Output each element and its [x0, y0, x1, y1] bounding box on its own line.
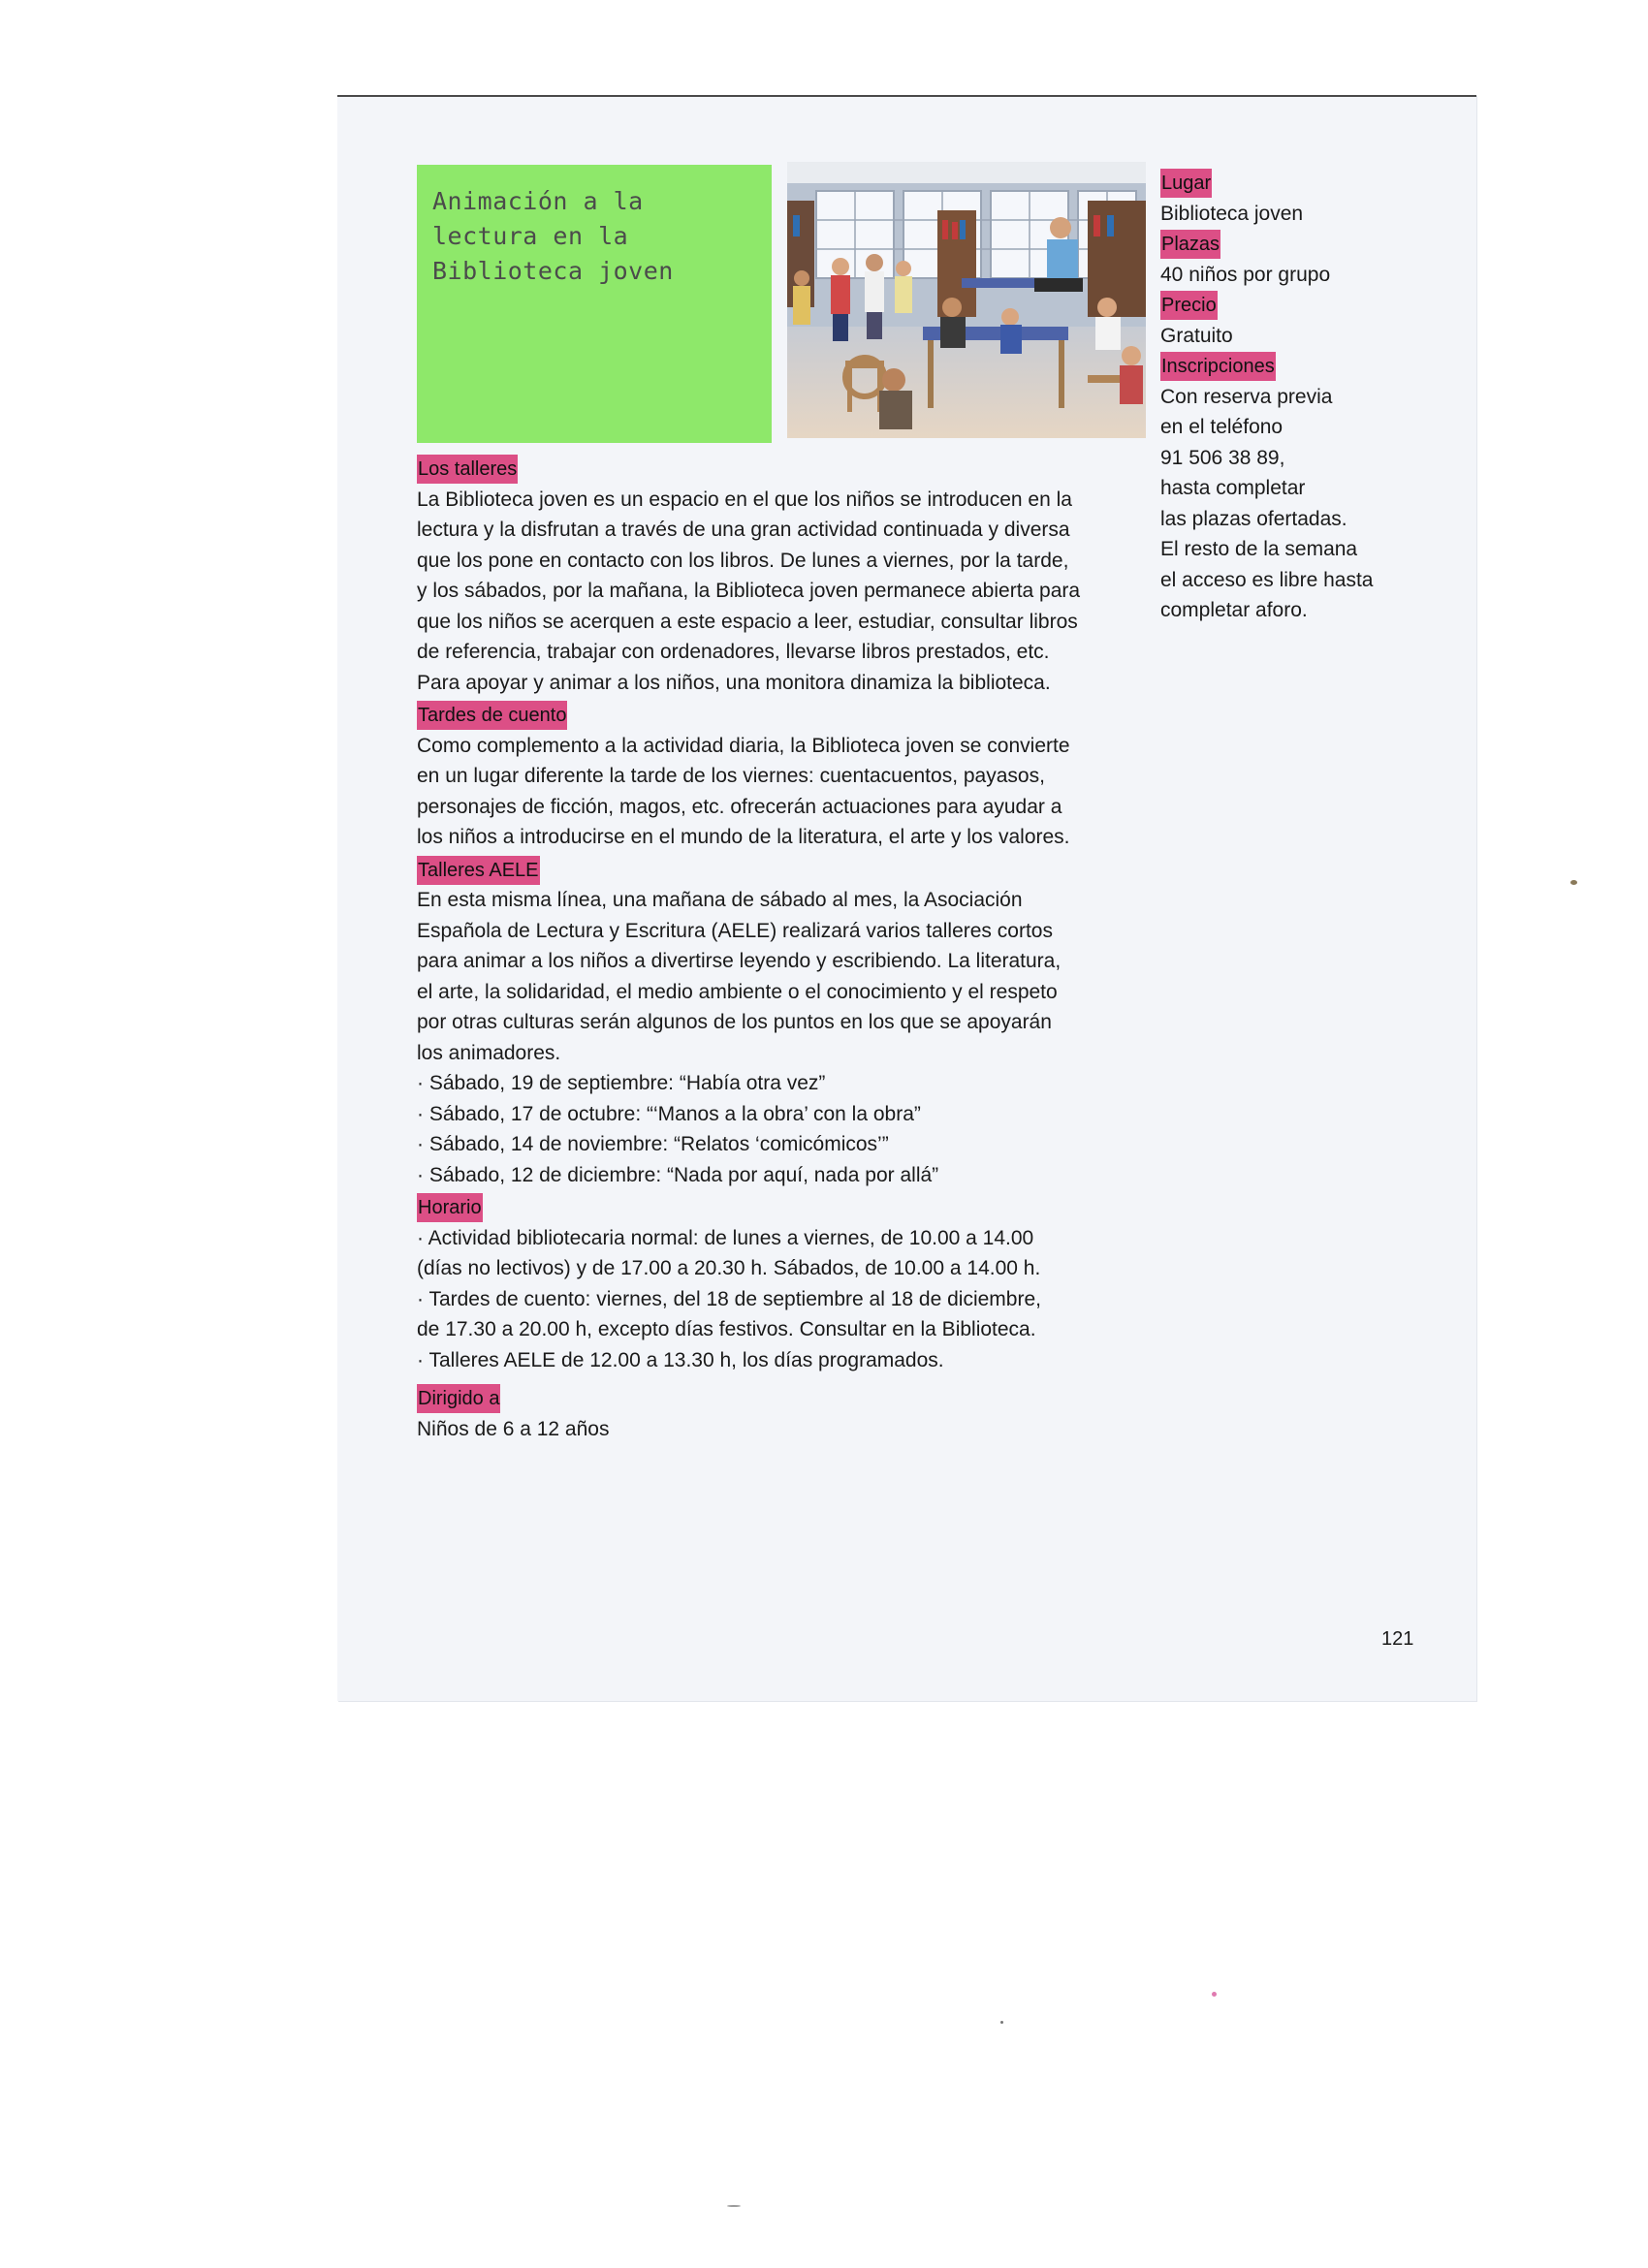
text-line: (días no lectivos) y de 17.00 a 20.30 h. Sábados, de 10.00 a 14.00 h.	[417, 1257, 1041, 1279]
list-item: · Sábado, 19 de septiembre: “Había otra vez”	[417, 1072, 826, 1094]
scan-speck	[1000, 2021, 1003, 2024]
list-item: · Actividad bibliotecaria normal: de lunes a viernes, de 10.00 a 14.00	[417, 1226, 1034, 1249]
text-line: por otras culturas serán algunos de los puntos en los que se apoyarán	[417, 1011, 1052, 1033]
scan-speck	[1570, 880, 1577, 885]
section-label: Tardes de cuento	[417, 701, 567, 730]
section-talleres-aele	[417, 855, 1149, 1191]
text-line: Niños de 6 a 12 años	[417, 1417, 610, 1440]
text-line: La Biblioteca joven es un espacio en el que los niños se introducen en la	[417, 488, 1072, 511]
scan-speck	[1212, 1992, 1217, 1997]
text-line: de 17.30 a 20.00 h, excepto días festivos. Consultar en la Biblioteca.	[417, 1318, 1036, 1340]
info-value: el acceso es libre hasta	[1160, 568, 1374, 591]
section-horario	[417, 1192, 1149, 1375]
text-line: Española de Lectura y Escritura (AELE) realizará varios talleres cortos	[417, 919, 1053, 942]
info-value: 40 niños por grupo	[1160, 263, 1331, 286]
text-line: los niños a introducirse en el mundo de la literatura, el arte y los valores.	[417, 826, 1070, 848]
info-value: completar aforo.	[1160, 599, 1308, 621]
list-item: · Talleres AELE de 12.00 a 13.30 h, los días programados.	[417, 1348, 944, 1371]
info-lugar	[1160, 168, 1451, 229]
text-line: de referencia, trabajar con ordenadores, llevarse libros prestados, etc.	[417, 641, 1050, 663]
info-label: Precio	[1160, 291, 1218, 320]
scan-speck	[727, 2205, 741, 2207]
text-line: para animar a los niños a divertirse leyendo y escribiendo. La literatura,	[417, 950, 1062, 972]
info-label: Lugar	[1160, 169, 1212, 198]
info-precio	[1160, 290, 1451, 351]
list-item: · Sábado, 17 de octubre: “‘Manos a la obra’ con la obra”	[417, 1102, 921, 1125]
info-value: Gratuito	[1160, 324, 1233, 347]
text-line: Para apoyar y animar a los niños, una monitora dinamiza la biblioteca.	[417, 671, 1051, 694]
info-value: en el teléfono	[1160, 416, 1284, 438]
text-line: personajes de ficción, magos, etc. ofrecerán actuaciones para ayudar a	[417, 795, 1062, 818]
info-inscripciones	[1160, 351, 1451, 626]
section-label: Dirigido a	[417, 1384, 500, 1413]
photo-illustration	[787, 162, 1146, 438]
section-tardes-de-cuento	[417, 700, 1149, 853]
library-children-photo	[787, 162, 1146, 438]
list-item: · Tardes de cuento: viernes, del 18 de septiembre al 18 de diciembre,	[417, 1287, 1041, 1310]
info-value: Biblioteca joven	[1160, 202, 1304, 225]
text-line: el arte, la solidaridad, el medio ambiente o el conocimiento y el respeto	[417, 980, 1058, 1003]
info-value: Con reserva previa	[1160, 385, 1333, 408]
info-plazas	[1160, 229, 1451, 290]
text-line: que los niños se acerquen a este espacio a leer, estudiar, consultar libros	[417, 610, 1078, 633]
text-line: Como complemento a la actividad diaria, la Biblioteca joven se convierte	[417, 734, 1070, 757]
text-line: los animadores.	[417, 1041, 561, 1064]
text-line: que los pone en contacto con los libros. De lunes a viernes, por la tarde,	[417, 549, 1069, 572]
info-label: Plazas	[1160, 230, 1220, 259]
info-value: las plazas ofertadas.	[1160, 507, 1347, 530]
text-line: lectura y la disfrutan a través de una gran actividad continuada y diversa	[417, 519, 1070, 541]
info-value: hasta completar	[1160, 477, 1306, 499]
section-label: Horario	[417, 1193, 483, 1222]
page-title: Animación a la lectura en la Biblioteca joven	[432, 187, 674, 285]
section-los-talleres	[417, 454, 1149, 698]
title-box	[417, 165, 772, 443]
info-value: El resto de la semana	[1160, 538, 1358, 560]
text-line: en un lugar diferente la tarde de los viernes: cuentacuentos, payasos,	[417, 765, 1045, 787]
info-label: Inscripciones	[1160, 352, 1276, 381]
section-dirigido-a	[417, 1383, 1149, 1444]
info-sidebar	[1160, 168, 1451, 626]
phone-number: 91 506 38 89,	[1160, 446, 1285, 469]
text-line: y los sábados, por la mañana, la Biblioteca joven permanece abierta para	[417, 580, 1081, 602]
text-line: En esta misma línea, una mañana de sábado al mes, la Asociación	[417, 889, 1023, 911]
page-number: 121	[1381, 1628, 1414, 1650]
list-item: · Sábado, 12 de diciembre: “Nada por aquí, nada por allá”	[417, 1163, 939, 1186]
main-column	[417, 454, 1149, 1444]
section-label: Talleres AELE	[417, 856, 540, 885]
list-item: · Sábado, 14 de noviembre: “Relatos ‘comicómicos’”	[417, 1133, 889, 1155]
section-label: Los talleres	[417, 455, 518, 484]
